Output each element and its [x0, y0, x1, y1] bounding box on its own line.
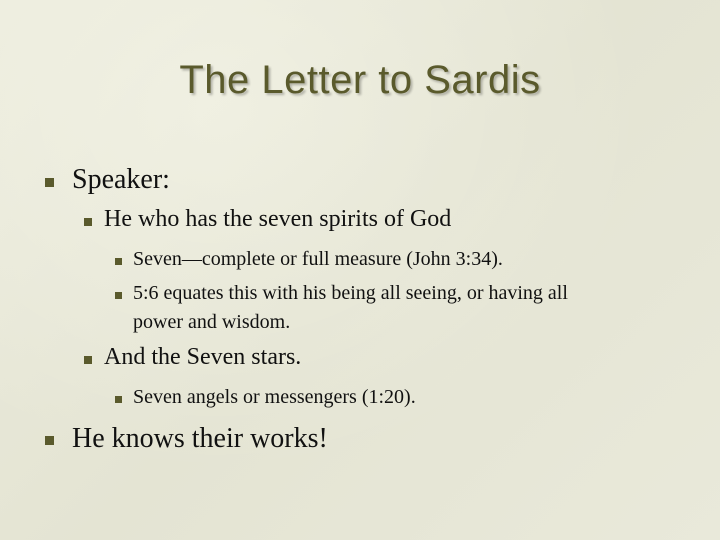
bullet-square-icon [115, 258, 122, 265]
bullet-square-icon [115, 292, 122, 299]
slide-title: The Letter to Sardis [179, 58, 541, 102]
bullet-text-level3-continued: power and wisdom. [133, 311, 291, 333]
bullet-text-level3: 5:6 equates this with his being all seeing, or having all [133, 282, 568, 304]
bullet-text-level2: And the Seven stars. [104, 344, 302, 370]
bullet-text-level2: He who has the seven spirits of God [104, 206, 452, 232]
bullet-square-icon [84, 356, 92, 364]
bullet-text-level3: Seven—complete or full measure (John 3:34). [133, 248, 503, 270]
bullet-square-icon [45, 436, 54, 445]
bullet-text-level3: Seven angels or messengers (1:20). [133, 386, 416, 408]
bullet-square-icon [84, 218, 92, 226]
bullet-text-level1: Speaker: [72, 164, 170, 195]
bullet-square-icon [45, 178, 54, 187]
bullet-text-level1: He knows their works! [72, 423, 328, 454]
bullet-square-icon [115, 396, 122, 403]
